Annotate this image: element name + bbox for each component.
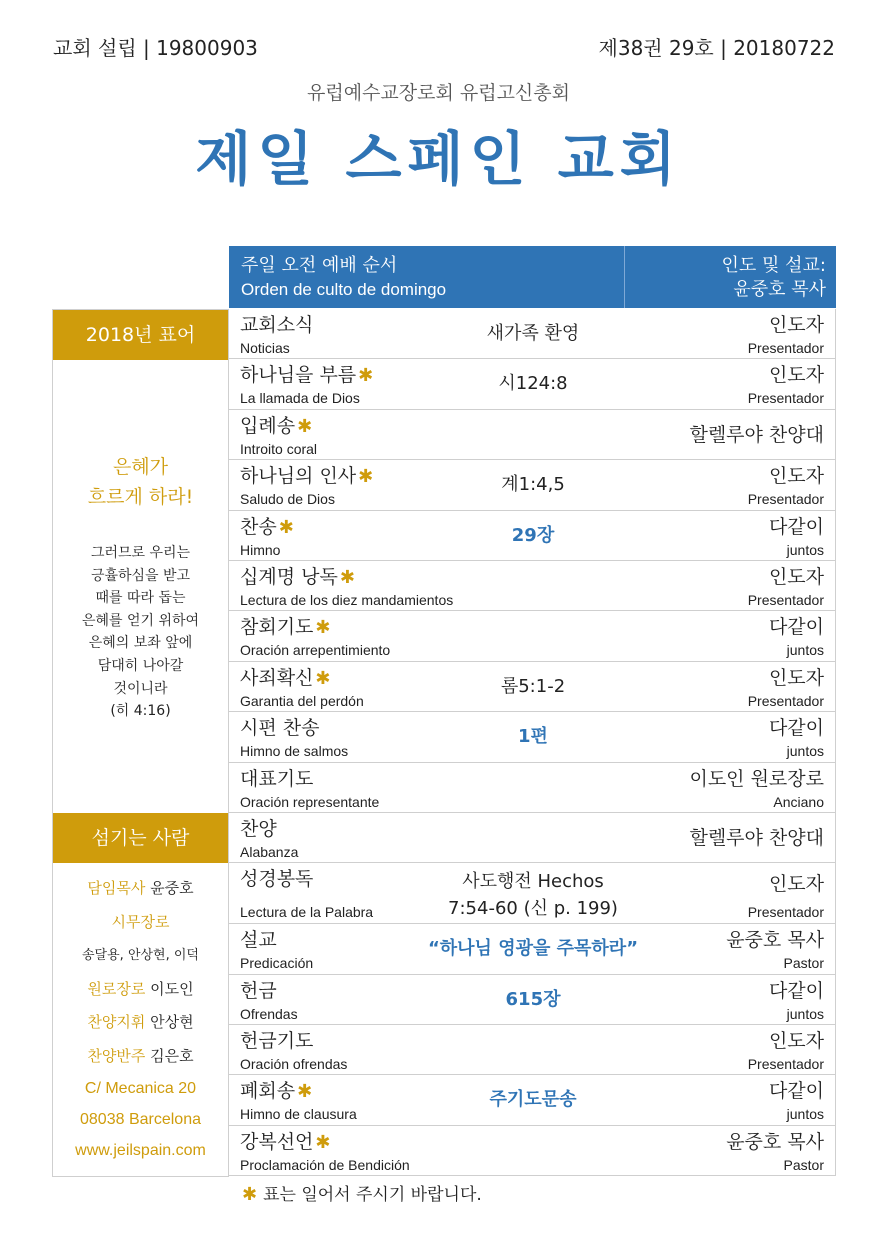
order-row [229, 511, 835, 561]
item-leader-es: Presentador [747, 591, 824, 608]
item-title-ko: 교회소식 [240, 314, 314, 336]
item-leader: 다같이 [768, 717, 824, 740]
staff-elder-emeritus [53, 973, 228, 1007]
item-leader-es: Presentador [747, 390, 824, 407]
role-label: 찬양지휘 [87, 1013, 146, 1031]
item-leader-es: juntos [786, 642, 824, 659]
standing-star-icon: ✱ [358, 365, 374, 387]
item-title-ko: 찬송 ✱ [240, 515, 294, 538]
order-row [229, 561, 835, 611]
item-title-ko: 헌금기도 [240, 1030, 314, 1053]
role-label: 원로장로 [87, 979, 146, 998]
motto-heading: 2018년 표어 [53, 310, 228, 360]
item-title-es: Himno [240, 541, 281, 558]
standing-star-icon: ✱ [297, 415, 313, 437]
person-name: 이도인 [150, 979, 194, 998]
item-leader: 윤중호 목사 [726, 929, 824, 952]
order-row [229, 712, 835, 762]
item-title-es: Oración ofrendas [240, 1056, 348, 1073]
leader-name: 윤중호 목사 [733, 279, 826, 300]
motto-verse [53, 542, 228, 723]
order-row [229, 359, 835, 409]
item-title-ko: 성경봉독 [240, 868, 314, 891]
motto [53, 452, 228, 512]
item-detail: 29장 [511, 524, 555, 546]
verse-line: 그러므로 우리는 [90, 545, 191, 561]
item-title-es: Lectura de los diez mandamientos [240, 591, 454, 608]
item-leader: 인도자 [768, 565, 824, 588]
item-title-es: Garantia del perdón [240, 692, 364, 709]
item-leader: 이도인 원로장로 [689, 767, 824, 790]
order-row [229, 924, 835, 974]
order-title-ko: 주일 오전 예배 순서 [241, 255, 398, 276]
order-row [229, 1126, 835, 1176]
item-title-ko: 폐회송 ✱ [240, 1080, 313, 1103]
item-leader: 인도자 [768, 465, 824, 488]
order-row [229, 975, 835, 1025]
item-leader-es: Presentador [747, 692, 824, 709]
footnote-text: 표는 일어서 주시기 바랍니다. [263, 1185, 482, 1205]
standing-star-icon: ✱ [315, 667, 331, 689]
item-title-ko: 설교 [240, 929, 277, 952]
item-detail: 롬5:1-2 [500, 675, 566, 697]
church-name: 제일 스페인 교회 [195, 125, 682, 193]
standing-star-icon: ✱ [297, 1081, 313, 1103]
item-title-es: Predicación [240, 955, 314, 972]
item-title-ko: 하나님을 부름 ✱ [240, 364, 374, 387]
item-leader: 다같이 [768, 616, 824, 639]
item-title-es: Saludo de Dios [240, 491, 335, 508]
order-row [229, 611, 835, 661]
item-leader-es: juntos [786, 1106, 824, 1123]
item-leader-es: Pastor [783, 955, 824, 972]
item-title-es: Introito coral [240, 440, 318, 457]
order-row [229, 662, 835, 712]
verse-line: 긍휼하심을 받고 [90, 567, 191, 584]
item-leader: 윤중호 목사 [726, 1130, 824, 1153]
founding-date: 교회 설립 | 19800903 [53, 36, 258, 60]
verse-line: 때를 따라 돕는 [95, 590, 186, 607]
item-detail: 615장 [505, 988, 561, 1010]
role-label: 찬양반주 [87, 1046, 146, 1065]
item-leader: 인도자 [768, 314, 824, 336]
item-leader-es: Pastor [783, 1156, 824, 1173]
item-leader: 다같이 [768, 979, 824, 1002]
order-row [229, 460, 835, 510]
item-detail: “하나님 영광을 주목하라” [427, 938, 639, 960]
standing-star-icon: ✱ [315, 617, 331, 639]
standing-star-icon: ✱ [358, 466, 374, 488]
verse-line: 은혜를 얻기 위하여 [81, 612, 200, 629]
order-title-es: Orden de culto de domingo [241, 280, 447, 299]
item-title-ko: 입례송 ✱ [240, 414, 313, 437]
item-leader: 인도자 [768, 1030, 824, 1053]
leader-label: 인도 및 설교: [721, 255, 826, 276]
order-row [229, 763, 835, 813]
verse-line: (히 4:16) [110, 703, 171, 720]
staff-elders-names: 송달용, 안상현, 이덕 [82, 948, 199, 963]
item-leader-es: Presentador [747, 340, 824, 356]
order-header-leader [625, 246, 836, 308]
item-leader-es: Presentador [747, 904, 824, 921]
item-title-ko: 하나님의 인사 ✱ [240, 465, 374, 488]
item-detail: 계1:4,5 [501, 474, 565, 496]
item-detail: 주기도문송 [489, 1089, 577, 1111]
standing-star-icon: ✱ [315, 1131, 331, 1153]
item-leader-es: juntos [786, 1005, 824, 1022]
issue-number: 제38권 29호 | 20180722 [598, 36, 835, 60]
denomination: 유럽예수교장로회 유럽고신총회 [307, 82, 570, 104]
item-title-ko: 찬양 [240, 817, 277, 840]
order-row [229, 309, 835, 359]
item-title-es: Oración representante [240, 793, 380, 810]
item-leader-es: Presentador [747, 491, 824, 508]
staff-list [53, 872, 228, 1166]
item-title-ko: 사죄확신 ✱ [240, 666, 331, 689]
motto-line: 은혜가 [112, 456, 169, 478]
item-title-es: Oración arrepentimiento [240, 642, 391, 659]
item-title-ko: 헌금 [240, 979, 277, 1002]
item-title-ko: 참회기도 ✱ [240, 616, 331, 639]
address-street: C/ Mecanica 20 [84, 1080, 197, 1097]
person-name: 윤중호 [150, 879, 194, 897]
item-leader: 인도자 [768, 364, 824, 387]
footnote [242, 1180, 482, 1205]
staff-elders-role: 시무장로 [111, 912, 170, 931]
sidebar [52, 309, 229, 1177]
order-row [229, 813, 835, 863]
item-leader-es: juntos [786, 541, 824, 558]
item-title-es: La llamada de Dios [240, 390, 360, 407]
item-title-es: Noticias [240, 340, 290, 356]
motto-line: 흐르게 하라! [87, 486, 194, 508]
item-detail: 새가족 환영 [486, 323, 580, 344]
item-title-ko: 십계명 낭독 ✱ [240, 565, 355, 588]
item-leader: 인도자 [768, 873, 824, 896]
item-leader-es: Presentador [747, 1056, 824, 1073]
standing-star-icon: ✱ [242, 1184, 258, 1205]
order-row [229, 410, 835, 460]
staff-choir-director [53, 1006, 228, 1040]
person-name: 안상현 [150, 1013, 194, 1031]
item-detail: 시124:8 [498, 373, 568, 395]
item-title-es: Proclamación de Bendición [240, 1156, 410, 1173]
item-leader: 다같이 [768, 515, 824, 538]
item-leader-es: Anciano [773, 793, 824, 810]
verse-line: 것이니라 [113, 680, 168, 697]
staff-senior-pastor [53, 872, 228, 906]
order-header-title [229, 246, 625, 308]
item-leader-es: juntos [786, 743, 824, 760]
item-detail: 1편 [518, 726, 548, 748]
staff-heading: 섬기는 사람 [53, 813, 228, 863]
item-title-es: Lectura de la Palabra [240, 904, 374, 921]
role-label: 담임목사 [87, 879, 146, 897]
item-leader: 할렐루야 찬양대 [689, 826, 824, 849]
verse-line: 담대히 나아갈 [97, 657, 184, 674]
order-row [229, 863, 835, 924]
order-of-service [229, 309, 836, 1176]
item-leader: 다같이 [768, 1080, 824, 1103]
order-row [229, 1025, 835, 1075]
item-leader: 인도자 [768, 666, 824, 689]
standing-star-icon: ✱ [339, 566, 355, 588]
staff-accompanist [53, 1040, 228, 1074]
verse-line: 은혜의 보좌 앞에 [88, 635, 193, 652]
item-title-es: Alabanza [240, 843, 299, 860]
website-link[interactable]: www.jeilspain.com [75, 1142, 206, 1159]
person-name: 김은호 [150, 1046, 194, 1065]
item-title-es: Himno de salmos [240, 743, 349, 760]
address-city: 08038 Barcelona [80, 1111, 201, 1128]
item-title-ko: 강복선언 ✱ [240, 1130, 331, 1153]
item-title-ko: 대표기도 [240, 767, 314, 790]
item-title-es: Ofrendas [240, 1005, 298, 1022]
standing-star-icon: ✱ [278, 516, 294, 538]
item-detail: 사도행전 Hechos 7:54-60 (신 p. 199) [448, 871, 618, 920]
order-header [229, 246, 836, 308]
item-leader: 할렐루야 찬양대 [689, 423, 824, 446]
item-title-es: Himno de clausura [240, 1106, 357, 1123]
item-title-ko: 시편 찬송 [240, 717, 320, 740]
order-row [229, 1075, 835, 1125]
